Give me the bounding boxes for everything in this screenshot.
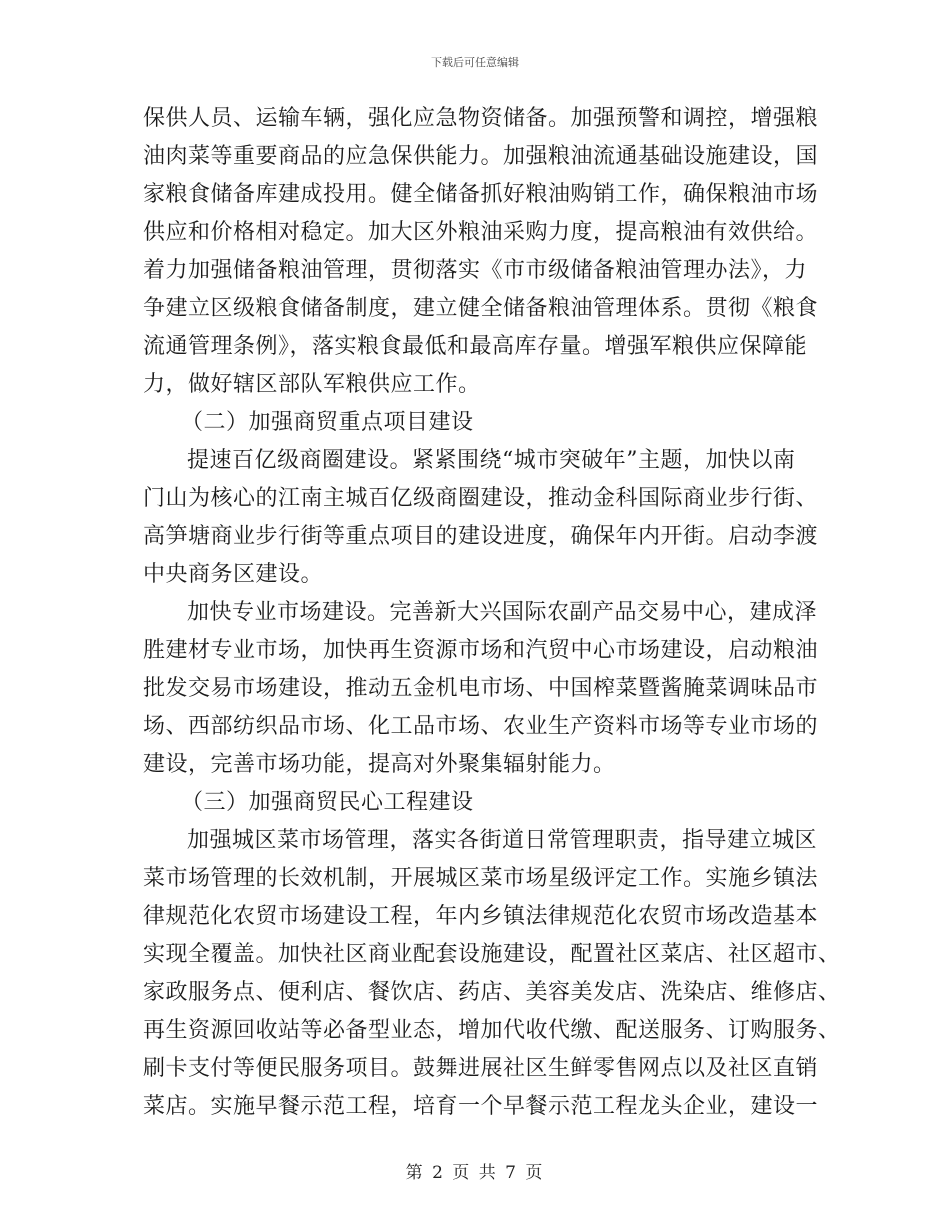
text-line: 建设，完善市场功能，提高对外聚集辐射能力。 [143,752,616,777]
text-line: 保供人员、运输车辆，强化应急物资储备。加强预警和调控，增强粮 [143,106,819,131]
text-line: 菜市场管理的长效机制，开展城区菜市场星级评定工作。实施乡镇法 [143,866,819,891]
section-heading: （三）加强商贸民心工程建设 [181,790,474,815]
text-line: 再生资源回收站等必备型业态，增加代收代缴、配送服务、订购服务、 [143,1018,841,1043]
text-line: 批发交易市场建设，推动五金机电市场、中国榨菜暨酱腌菜调味品市 [143,676,819,701]
text-line: 家政服务点、便利店、餐饮店、药店、美容美发店、洗染店、维修店、 [143,980,841,1005]
text-line: 律规范化农贸市场建设工程，年内乡镇法律规范化农贸市场改造基本 [143,904,819,929]
header-note: 下载后可任意编辑 [431,56,519,69]
text-line: 场、西部纺织品市场、化工品市场、农业生产资料市场等专业市场的 [143,714,819,739]
paragraph-first-line: 提速百亿级商圈建设。紧紧围绕“城市突破年”主题，加快以南 [187,448,796,473]
text-line: 刷卡支付等便民服务项目。鼓舞进展社区生鲜零售网点以及社区直销 [143,1056,819,1081]
text-line: 力，做好辖区部队军粮供应工作。 [143,372,481,397]
document-body [143,100,841,1126]
paragraph-first-line: 加快专业市场建设。完善新大兴国际农副产品交易中心，建成泽 [187,600,818,625]
section-heading: （二）加强商贸重点项目建设 [181,410,474,435]
text-line: 胜建材专业市场，加快再生资源市场和汽贸中心市场建设，启动粮油 [143,638,819,663]
text-line: 油肉菜等重要商品的应急保供能力。加强粮油流通基础设施建设，国 [143,144,819,169]
text-line: 流通管理条例》，落实粮食最低和最高库存量。增强军粮供应保障能 [143,334,808,359]
text-line: 家粮食储备库建成投用。健全储备抓好粮油购销工作，确保粮油市场 [143,182,819,207]
text-line: 争建立区级粮食储备制度，建立健全储备粮油管理体系。贯彻《粮食 [143,296,819,321]
paragraph-first-line: 加强城区菜市场管理，落实各街道日常管理职责，指导建立城区 [187,828,818,853]
text-line: 菜店。实施早餐示范工程，培育一个早餐示范工程龙头企业，建设一 [143,1094,819,1119]
page-number-footer: 第 2 页 共 7 页 [405,1163,545,1183]
text-line: 着力加强储备粮油管理，贯彻落实《市市级储备粮油管理办法》，力 [143,258,808,283]
text-line: 门山为核心的江南主城百亿级商圈建设，推动金科国际商业步行街、 [143,486,819,511]
text-line: 高笋塘商业步行街等重点项目的建设进度，确保年内开街。启动李渡 [143,524,819,549]
text-line: 实现全覆盖。加快社区商业配套设施建设，配置社区菜店、社区超市、 [143,942,841,967]
text-line: 供应和价格相对稳定。加大区外粮油采购力度，提高粮油有效供给。 [143,220,819,245]
text-line: 中央商务区建设。 [143,562,324,587]
